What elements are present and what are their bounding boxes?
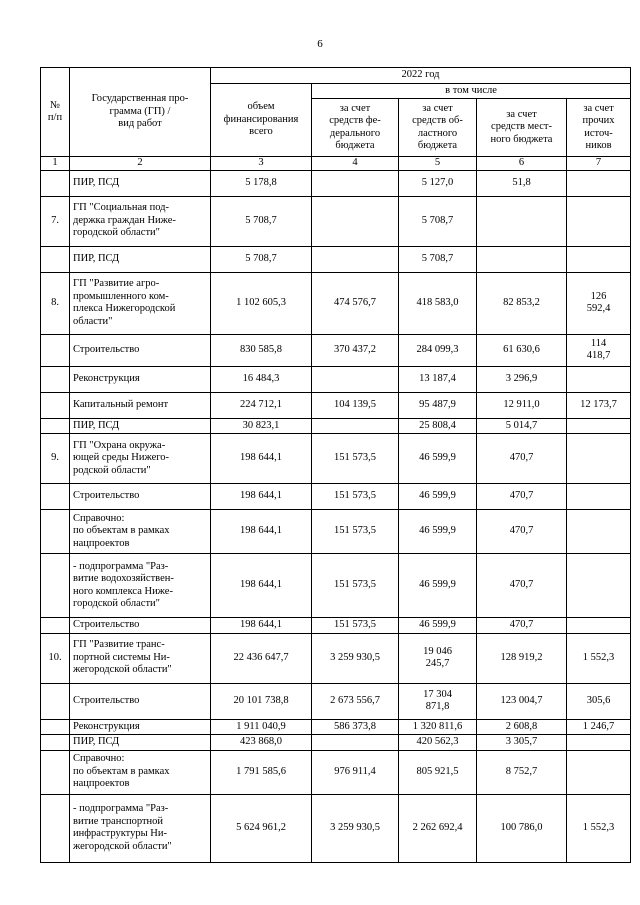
row-name: Строительство <box>70 334 211 366</box>
value-local: 123 004,7 <box>477 683 567 719</box>
value-total: 224 712,1 <box>211 392 312 418</box>
header-regional: за счет средств об- ластного бюджета <box>399 99 477 157</box>
table-row <box>41 272 631 334</box>
value-regional: 46 599,9 <box>399 510 477 554</box>
value-regional: 2 262 692,4 <box>399 794 477 862</box>
value-federal: 3 259 930,5 <box>312 633 399 683</box>
value-regional: 5 708,7 <box>399 246 477 272</box>
value-local: 100 786,0 <box>477 794 567 862</box>
value-local: 3 296,9 <box>477 366 567 392</box>
value-total: 22 436 647,7 <box>211 633 312 683</box>
value-federal: 2 673 556,7 <box>312 683 399 719</box>
column-index: 7 <box>567 157 631 171</box>
row-number <box>41 735 70 751</box>
value-total: 830 585,8 <box>211 334 312 366</box>
value-local: 8 752,7 <box>477 750 567 794</box>
value-other <box>567 196 631 246</box>
value-local: 2 608,8 <box>477 719 567 735</box>
value-other: 305,6 <box>567 683 631 719</box>
row-name: ПИР, ПСД <box>70 246 211 272</box>
row-name: Строительство <box>70 618 211 634</box>
value-local: 61 630,6 <box>477 334 567 366</box>
financing-table <box>40 67 631 863</box>
header-including: в том числе <box>312 83 631 99</box>
value-total: 20 101 738,8 <box>211 683 312 719</box>
row-number <box>41 794 70 862</box>
value-total: 1 911 040,9 <box>211 719 312 735</box>
table-row <box>41 794 631 862</box>
header-year: 2022 год <box>211 68 631 84</box>
row-number: 7. <box>41 196 70 246</box>
header-total: объем финансирования всего <box>211 83 312 157</box>
header-program: Государственная про- грамма (ГП) / вид работ <box>70 68 211 157</box>
value-other <box>567 554 631 618</box>
table-row <box>41 196 631 246</box>
row-number <box>41 719 70 735</box>
value-federal <box>312 246 399 272</box>
value-regional: 46 599,9 <box>399 484 477 510</box>
value-regional: 25 808,4 <box>399 418 477 434</box>
value-total: 423 868,0 <box>211 735 312 751</box>
value-regional: 418 583,0 <box>399 272 477 334</box>
row-number <box>41 418 70 434</box>
row-name: ПИР, ПСД <box>70 735 211 751</box>
value-total: 5 708,7 <box>211 246 312 272</box>
value-federal <box>312 170 399 196</box>
value-local: 470,7 <box>477 618 567 634</box>
value-total: 198 644,1 <box>211 434 312 484</box>
row-number: 10. <box>41 633 70 683</box>
value-other <box>567 434 631 484</box>
value-other <box>567 246 631 272</box>
row-name: ПИР, ПСД <box>70 170 211 196</box>
value-local: 470,7 <box>477 510 567 554</box>
value-local: 51,8 <box>477 170 567 196</box>
value-total: 5 624 961,2 <box>211 794 312 862</box>
value-local: 470,7 <box>477 484 567 510</box>
value-other: 1 246,7 <box>567 719 631 735</box>
value-regional: 13 187,4 <box>399 366 477 392</box>
value-other <box>567 418 631 434</box>
value-total: 5 708,7 <box>211 196 312 246</box>
value-regional: 46 599,9 <box>399 434 477 484</box>
table-row <box>41 735 631 751</box>
table-row <box>41 434 631 484</box>
value-other <box>567 170 631 196</box>
value-federal <box>312 418 399 434</box>
value-other <box>567 510 631 554</box>
header-num: № п/п <box>41 68 70 157</box>
table-row <box>41 392 631 418</box>
value-total: 1 102 605,3 <box>211 272 312 334</box>
value-federal: 586 373,8 <box>312 719 399 735</box>
value-regional: 284 099,3 <box>399 334 477 366</box>
header-federal: за счет средств фе- дерального бюджета <box>312 99 399 157</box>
value-federal: 151 573,5 <box>312 618 399 634</box>
value-federal: 151 573,5 <box>312 510 399 554</box>
row-number <box>41 554 70 618</box>
table-row <box>41 633 631 683</box>
row-name: Капитальный ремонт <box>70 392 211 418</box>
table-row <box>41 334 631 366</box>
row-number <box>41 750 70 794</box>
header-other: за счет прочих источ- ников <box>567 99 631 157</box>
value-other: 114 418,7 <box>567 334 631 366</box>
value-total: 16 484,3 <box>211 366 312 392</box>
value-total: 1 791 585,6 <box>211 750 312 794</box>
row-number <box>41 683 70 719</box>
value-total: 198 644,1 <box>211 618 312 634</box>
table-row <box>41 719 631 735</box>
table-row <box>41 683 631 719</box>
row-number <box>41 484 70 510</box>
value-total: 198 644,1 <box>211 484 312 510</box>
row-name: Реконструкция <box>70 719 211 735</box>
column-index: 6 <box>477 157 567 171</box>
table-row <box>41 510 631 554</box>
column-index: 5 <box>399 157 477 171</box>
column-index: 2 <box>70 157 211 171</box>
table-row <box>41 366 631 392</box>
value-federal: 151 573,5 <box>312 554 399 618</box>
row-number: 9. <box>41 434 70 484</box>
value-federal: 3 259 930,5 <box>312 794 399 862</box>
row-name: Справочно: по объектам в рамках нацпроектов <box>70 750 211 794</box>
value-local: 5 014,7 <box>477 418 567 434</box>
value-other <box>567 484 631 510</box>
value-other: 1 552,3 <box>567 633 631 683</box>
value-federal <box>312 196 399 246</box>
value-local: 3 305,7 <box>477 735 567 751</box>
value-federal: 474 576,7 <box>312 272 399 334</box>
value-other: 12 173,7 <box>567 392 631 418</box>
value-other: 126 592,4 <box>567 272 631 334</box>
row-number <box>41 510 70 554</box>
value-other <box>567 618 631 634</box>
value-local: 470,7 <box>477 434 567 484</box>
column-index: 3 <box>211 157 312 171</box>
column-index: 4 <box>312 157 399 171</box>
value-regional: 95 487,9 <box>399 392 477 418</box>
row-name: ГП "Социальная под- держка граждан Ниже- городской области" <box>70 196 211 246</box>
row-number <box>41 392 70 418</box>
value-total: 5 178,8 <box>211 170 312 196</box>
value-regional: 805 921,5 <box>399 750 477 794</box>
value-total: 198 644,1 <box>211 554 312 618</box>
header-local: за счет средств мест- ного бюджета <box>477 99 567 157</box>
value-total: 198 644,1 <box>211 510 312 554</box>
value-regional: 5 127,0 <box>399 170 477 196</box>
value-regional: 17 304 871,8 <box>399 683 477 719</box>
value-local <box>477 196 567 246</box>
value-local: 470,7 <box>477 554 567 618</box>
row-number: 8. <box>41 272 70 334</box>
table-row <box>41 750 631 794</box>
value-federal: 976 911,4 <box>312 750 399 794</box>
column-index-row <box>41 157 631 171</box>
table-row <box>41 554 631 618</box>
value-local: 12 911,0 <box>477 392 567 418</box>
value-local: 128 919,2 <box>477 633 567 683</box>
value-regional: 19 046 245,7 <box>399 633 477 683</box>
table-row <box>41 484 631 510</box>
row-name: Справочно: по объектам в рамках нацпроектов <box>70 510 211 554</box>
value-regional: 420 562,3 <box>399 735 477 751</box>
row-name: Строительство <box>70 683 211 719</box>
value-other: 1 552,3 <box>567 794 631 862</box>
row-number <box>41 170 70 196</box>
row-name: - подпрограмма "Раз- витие транспортной инфраструктуры Ни- жегородской области" <box>70 794 211 862</box>
row-name: Строительство <box>70 484 211 510</box>
value-total: 30 823,1 <box>211 418 312 434</box>
row-number <box>41 366 70 392</box>
value-federal: 151 573,5 <box>312 484 399 510</box>
table-row <box>41 618 631 634</box>
row-name: ПИР, ПСД <box>70 418 211 434</box>
table-body <box>41 170 631 862</box>
value-other <box>567 735 631 751</box>
value-other <box>567 750 631 794</box>
value-federal <box>312 366 399 392</box>
row-number <box>41 334 70 366</box>
table-row <box>41 170 631 196</box>
row-name: ГП "Развитие агро- промышленного ком- плекса Нижегородской области" <box>70 272 211 334</box>
row-name: ГП "Охрана окружа- ющей среды Нижего- родской области" <box>70 434 211 484</box>
row-name: ГП "Развитие транс- портной системы Ни- жегородской области" <box>70 633 211 683</box>
row-name: - подпрограмма "Раз- витие водохозяйствен- ного комплекса Ниже- городской области" <box>70 554 211 618</box>
column-index: 1 <box>41 157 70 171</box>
row-name: Реконструкция <box>70 366 211 392</box>
row-number <box>41 246 70 272</box>
value-regional: 1 320 811,6 <box>399 719 477 735</box>
value-federal: 151 573,5 <box>312 434 399 484</box>
table-row <box>41 418 631 434</box>
value-regional: 46 599,9 <box>399 618 477 634</box>
value-regional: 46 599,9 <box>399 554 477 618</box>
page-number: 6 <box>317 38 323 50</box>
table-row <box>41 246 631 272</box>
value-local <box>477 246 567 272</box>
value-regional: 5 708,7 <box>399 196 477 246</box>
value-federal: 104 139,5 <box>312 392 399 418</box>
value-federal: 370 437,2 <box>312 334 399 366</box>
row-number <box>41 618 70 634</box>
value-local: 82 853,2 <box>477 272 567 334</box>
value-federal <box>312 735 399 751</box>
value-other <box>567 366 631 392</box>
